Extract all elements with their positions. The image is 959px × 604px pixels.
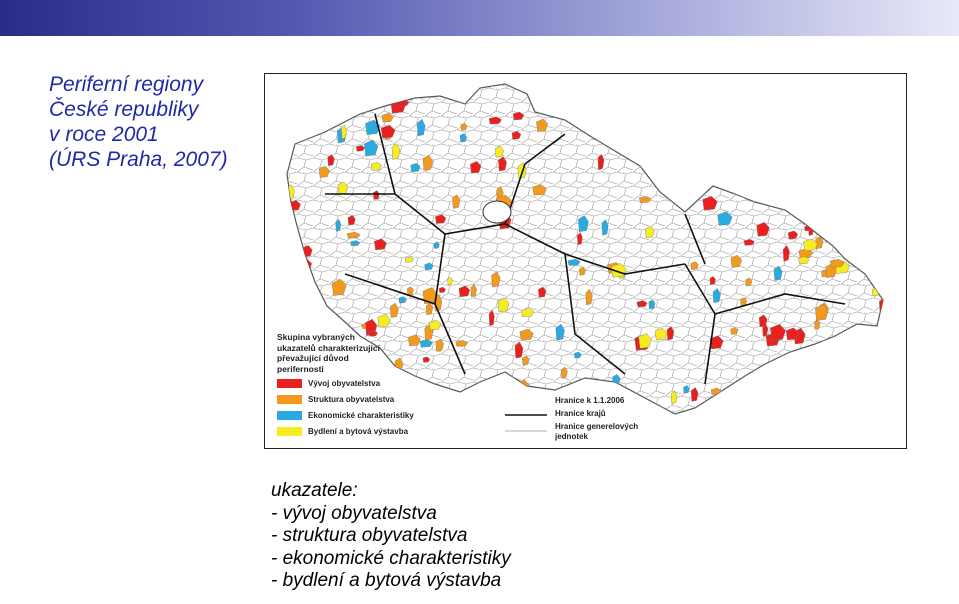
slide-title (49, 72, 264, 172)
legend-label: Ekonomické charakteristiky (308, 410, 414, 420)
periphery-municipality (584, 381, 596, 392)
periphery-municipality (294, 124, 303, 135)
periphery-municipality (791, 174, 796, 183)
periphery-municipality (644, 115, 650, 130)
title-line-4: (ÚRS Praha, 2007) (49, 148, 228, 171)
periphery-municipality (455, 81, 465, 95)
legend-label: Vývoj obyvatelstva (308, 378, 381, 388)
legend-swatch (277, 395, 302, 404)
indicator-list (271, 480, 511, 593)
legend-label: Struktura obyvatelstva (308, 394, 395, 404)
periphery-municipality (464, 396, 476, 403)
legend-heading-line: převažující důvod (277, 353, 349, 363)
periphery-municipality (710, 399, 722, 408)
periphery-map (264, 73, 907, 449)
periphery-municipality (669, 171, 678, 177)
periphery-municipality (688, 173, 695, 190)
periphery-municipality (850, 132, 858, 140)
periphery-municipality (339, 97, 349, 110)
periphery-municipality (692, 171, 706, 186)
periphery-municipality (582, 91, 593, 104)
periphery-municipality (574, 84, 581, 99)
periphery-municipality (460, 396, 473, 402)
title-line-3: v roce 2001 (49, 123, 159, 146)
legend-heading-line: Skupina vybraných (277, 332, 355, 342)
periphery-municipality (853, 347, 863, 353)
periphery-municipality (609, 100, 619, 107)
periphery-municipality (880, 222, 895, 234)
periphery-municipality (751, 384, 757, 399)
periphery-municipality (724, 172, 739, 185)
periphery-municipality (834, 120, 847, 133)
periphery-municipality (858, 189, 868, 200)
periphery-municipality (808, 352, 817, 366)
periphery-municipality (626, 143, 632, 151)
legend-item-population-structure (277, 393, 394, 405)
legend-item-housing (277, 425, 408, 437)
periphery-municipality (699, 120, 712, 131)
periphery-municipality (680, 106, 685, 118)
title-line-1: Periferní regiony (49, 73, 204, 96)
periphery-municipality (844, 91, 858, 108)
legend-swatch (277, 427, 302, 436)
periphery-municipality (348, 86, 355, 100)
indicator-item: - struktura obyvatelstva (271, 525, 468, 546)
border-legend-label: Hranice krajů (555, 409, 606, 418)
periphery-municipality (829, 346, 835, 357)
indicator-heading: ukazatele: (271, 480, 358, 501)
periphery-municipality (845, 333, 854, 344)
legend-label: Bydlení a bytová výstavba (308, 426, 409, 436)
indicator-item: - bydlení a bytová výstavba (271, 570, 502, 591)
periphery-municipality (723, 117, 737, 131)
periphery-municipality (594, 94, 603, 101)
border-legend-item (505, 409, 675, 418)
periphery-municipality (872, 83, 878, 96)
periphery-municipality (477, 384, 484, 392)
periphery-municipality (855, 181, 870, 194)
periphery-municipality (678, 85, 683, 92)
periphery-municipality (448, 399, 458, 406)
periphery-municipality (308, 93, 324, 104)
legend-heading (277, 332, 407, 374)
periphery-municipality (875, 168, 881, 182)
periphery-municipality (775, 119, 783, 125)
periphery-municipality (862, 115, 872, 131)
periphery-municipality (731, 124, 739, 138)
border-legend (505, 396, 675, 442)
periphery-municipality (879, 232, 894, 244)
periphery-municipality (741, 150, 750, 163)
periphery-municipality (866, 387, 880, 401)
legend-heading-line: periferností (277, 363, 324, 374)
legend-item-economic (277, 409, 414, 421)
periphery-municipality (817, 218, 827, 231)
periphery-municipality (761, 87, 774, 97)
periphery-municipality (589, 107, 604, 119)
periphery-municipality (878, 327, 893, 340)
title-line-2: České republiky (49, 98, 199, 121)
periphery-municipality (837, 137, 844, 148)
periphery-municipality (810, 136, 815, 151)
periphery-municipality (335, 105, 342, 114)
periphery-municipality (884, 87, 889, 95)
periphery-municipality (851, 112, 860, 118)
periphery-municipality (645, 92, 657, 99)
legend-item-population-development (277, 377, 380, 389)
legend-swatch (277, 379, 302, 388)
periphery-municipality (818, 196, 826, 204)
periphery-municipality (304, 92, 319, 100)
border-legend-title: Hranice k 1.1.2006 (555, 396, 625, 405)
periphery-municipality (795, 374, 809, 388)
periphery-municipality (666, 144, 682, 152)
periphery-municipality (360, 88, 374, 93)
border-legend-label: Hranice generelových jednotek (555, 422, 639, 441)
periphery-municipality (678, 145, 692, 159)
periphery-municipality (865, 346, 880, 354)
periphery-municipality (840, 230, 855, 240)
periphery-municipality (804, 226, 813, 231)
periphery-municipality (287, 239, 296, 251)
header-band (0, 0, 959, 36)
periphery-municipality (562, 87, 576, 103)
periphery-municipality (384, 83, 396, 89)
periphery-municipality (720, 172, 736, 183)
indicator-item: - vývoj obyvatelstva (271, 502, 437, 524)
periphery-municipality (581, 99, 589, 110)
periphery-municipality (854, 190, 867, 202)
periphery-municipality (864, 84, 874, 96)
periphery-municipality (757, 409, 763, 420)
indicator-item: - ekonomické charakteristiky (271, 547, 511, 569)
legend-heading-line: ukazatelů charakterizující (277, 342, 380, 353)
periphery-municipality (686, 150, 702, 159)
border-legend-item (505, 422, 645, 442)
periphery-municipality (335, 100, 350, 117)
legend-swatch (277, 411, 302, 420)
periphery-municipality (709, 87, 717, 94)
periphery-municipality (618, 90, 627, 99)
periphery-municipality (652, 121, 660, 132)
periphery-municipality (750, 401, 762, 412)
